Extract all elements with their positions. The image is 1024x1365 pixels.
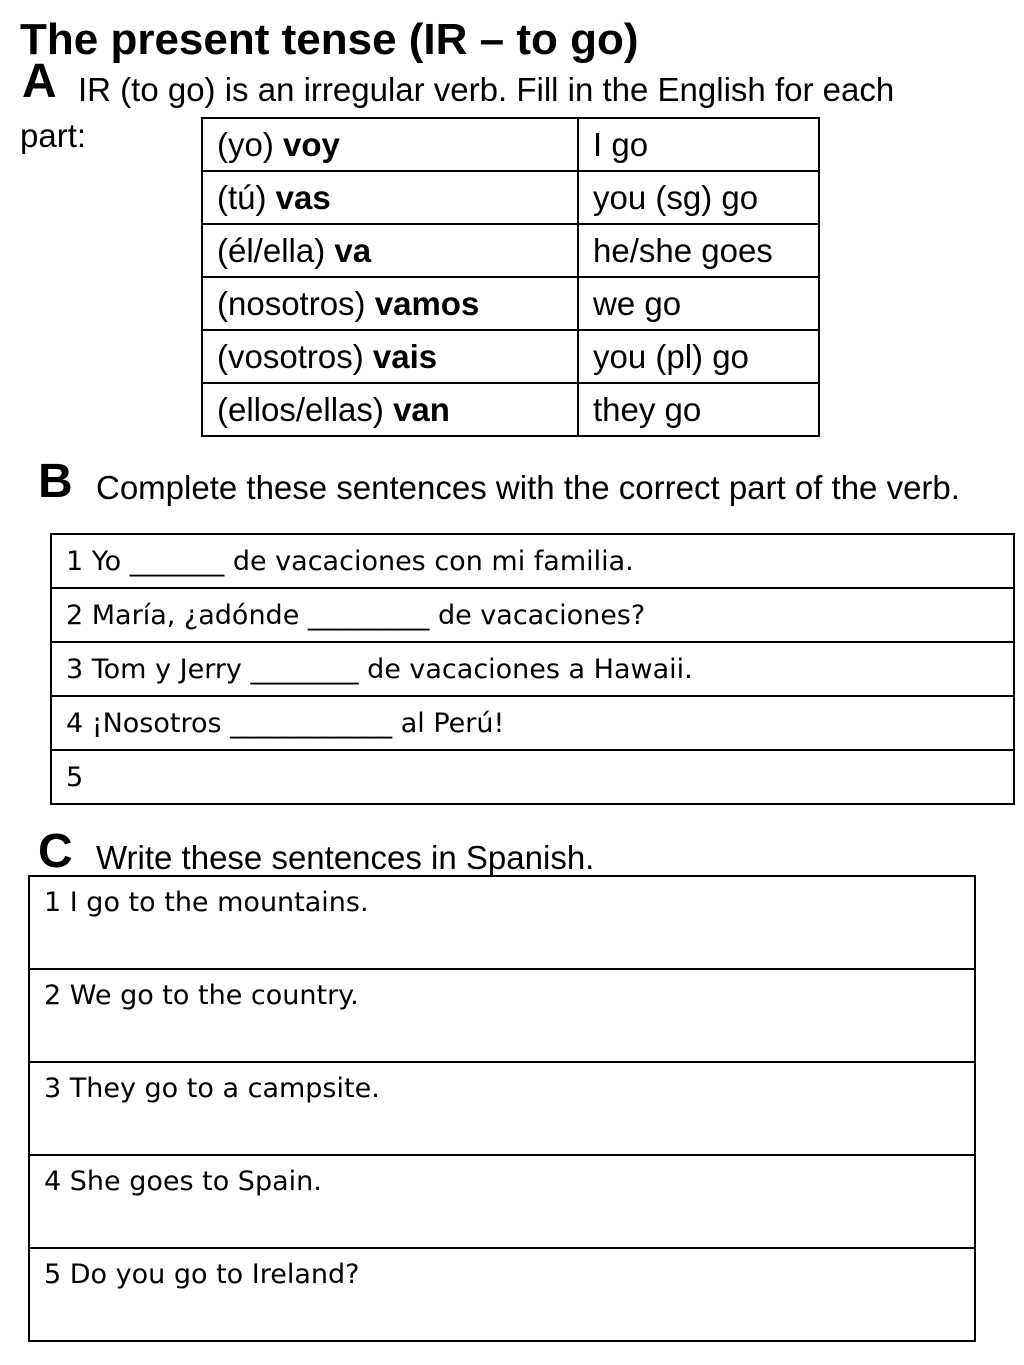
verb-form: va	[334, 231, 372, 269]
verb-conjugation-table	[201, 117, 820, 437]
translation-table	[28, 875, 976, 1342]
fill-in-sentence[interactable]: 5	[51, 750, 1014, 804]
spanish-cell	[202, 277, 578, 330]
translation-prompt[interactable]: 4 She goes to Spain.	[29, 1155, 975, 1248]
fill-in-table	[50, 533, 1015, 805]
translation-prompt[interactable]: 5 Do you go to Ireland?	[29, 1248, 975, 1341]
section-c-instruction: Write these sentences in Spanish.	[96, 839, 595, 876]
section-b-letter: B	[38, 455, 73, 508]
section-a-instruction: IR (to go) is an irregular verb. Fill in the English for each	[78, 71, 895, 108]
fill-in-sentence[interactable]: 2 María, ¿adónde _________ de vacaciones?	[51, 588, 1014, 642]
table-row	[202, 118, 819, 171]
page-title: The present tense (IR – to go)	[20, 15, 639, 64]
spanish-cell	[202, 171, 578, 224]
table-row	[51, 696, 1014, 750]
translation-prompt[interactable]: 3 They go to a campsite.	[29, 1062, 975, 1155]
translation-prompt[interactable]: 1 I go to the mountains.	[29, 876, 975, 969]
spanish-cell	[202, 118, 578, 171]
table-row	[51, 534, 1014, 588]
pronoun: (yo)	[217, 125, 274, 163]
table-row	[51, 588, 1014, 642]
section-b-instruction: Complete these sentences with the correct part of the verb.	[96, 469, 960, 506]
table-row	[202, 330, 819, 383]
section-c-letter: C	[38, 825, 73, 878]
table-row	[202, 224, 819, 277]
english-answer-cell[interactable]: I go	[578, 118, 819, 171]
verb-form: vamos	[374, 284, 480, 322]
table-row	[202, 171, 819, 224]
spanish-cell	[202, 224, 578, 277]
table-row	[29, 876, 975, 969]
pronoun: (tú)	[217, 178, 267, 216]
english-answer-cell[interactable]: we go	[578, 277, 819, 330]
translation-prompt[interactable]: 2 We go to the country.	[29, 969, 975, 1062]
pronoun: (ellos/ellas)	[217, 390, 384, 428]
english-answer-cell[interactable]: he/she goes	[578, 224, 819, 277]
english-answer-cell[interactable]: they go	[578, 383, 819, 436]
table-row	[29, 1062, 975, 1155]
fill-in-sentence[interactable]: 4 ¡Nosotros ____________ al Perú!	[51, 696, 1014, 750]
verb-form: vais	[372, 337, 438, 375]
english-answer-cell[interactable]: you (sg) go	[578, 171, 819, 224]
section-a-instruction-cont: part:	[20, 117, 87, 154]
table-row	[29, 1155, 975, 1248]
pronoun: (nosotros)	[217, 284, 366, 322]
pronoun: (vosotros)	[217, 337, 364, 375]
pronoun: (él/ella)	[217, 231, 326, 269]
table-row	[51, 750, 1014, 804]
table-row	[51, 642, 1014, 696]
table-row	[29, 969, 975, 1062]
table-row	[29, 1248, 975, 1341]
verb-form: van	[393, 390, 450, 428]
verb-form: voy	[283, 125, 340, 163]
fill-in-sentence[interactable]: 1 Yo _______ de vacaciones con mi familia.	[51, 534, 1014, 588]
section-a-letter: A	[22, 55, 57, 108]
table-row	[202, 277, 819, 330]
fill-in-sentence[interactable]: 3 Tom y Jerry ________ de vacaciones a Hawaii.	[51, 642, 1014, 696]
verb-form: vas	[275, 178, 331, 216]
spanish-cell	[202, 330, 578, 383]
spanish-cell	[202, 383, 578, 436]
english-answer-cell[interactable]: you (pl) go	[578, 330, 819, 383]
table-row	[202, 383, 819, 436]
